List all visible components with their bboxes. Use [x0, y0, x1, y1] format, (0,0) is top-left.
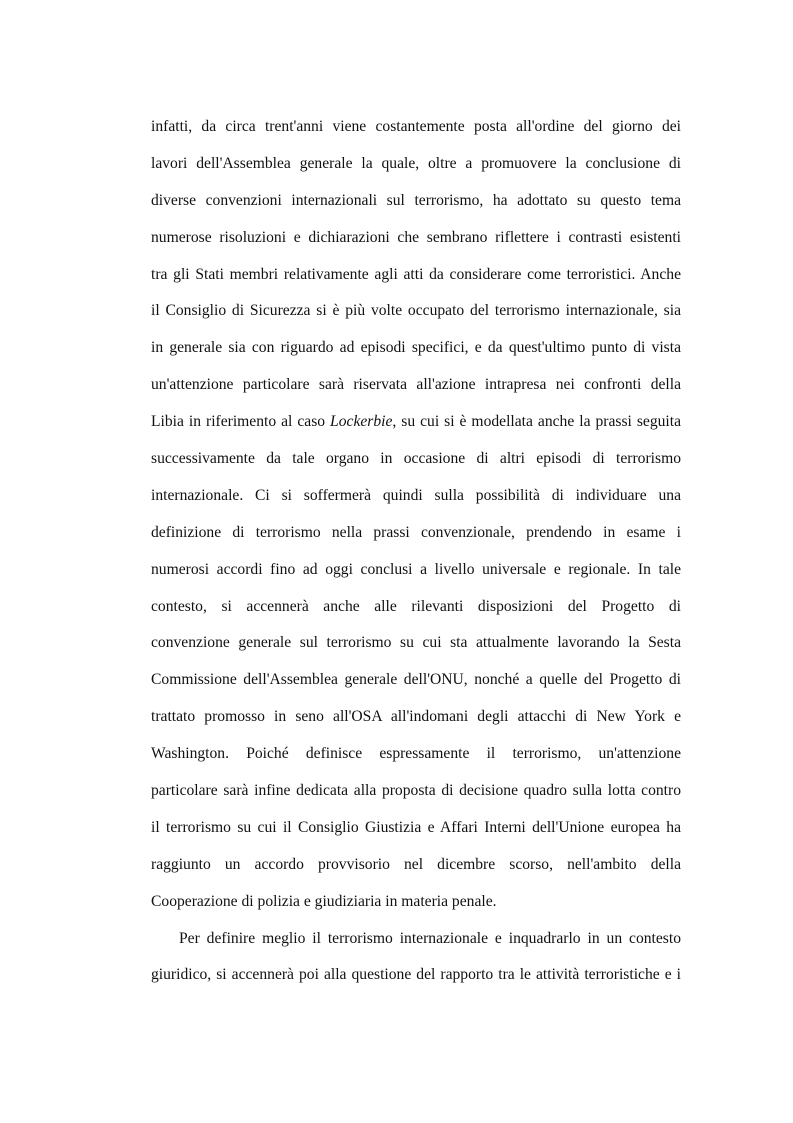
- body-text: [151, 109, 681, 994]
- text-line: contesto, si accennerà anche alle rilevanti disposizioni del Progetto di: [151, 597, 681, 615]
- text-line: successivamente da tale organo in occasione di altri episodi di terrorismo: [151, 450, 681, 468]
- text-line: internazionale. Ci si soffermerà quindi sulla possibilità di individuare una: [151, 486, 681, 504]
- text-segment: , su cui si è modellata anche la prassi seguita: [392, 413, 681, 431]
- text-line: numerose risoluzioni e dichiarazioni che sembrano riflettere i contrasti esistenti: [151, 228, 681, 246]
- text-line: definizione di terrorismo nella prassi convenzionale, prendendo in esame i: [151, 523, 681, 541]
- text-line: Per definire meglio il terrorismo internazionale e inquadrarlo in un contesto: [179, 929, 681, 947]
- text-line: diverse convenzioni internazionali sul terrorismo, ha adottato su questo tema: [151, 191, 681, 209]
- text-line: infatti, da circa trent'anni viene costantemente posta all'ordine del giorno dei: [151, 118, 681, 135]
- text-line: [151, 404, 681, 441]
- text-line: giuridico, si accennerà poi alla questione del rapporto tra le attività terroristiche e i: [151, 966, 681, 984]
- text-line: Commissione dell'Assemblea generale dell'ONU, nonché a quelle del Progetto di: [151, 671, 681, 689]
- text-line: Cooperazione di polizia e giudiziaria in materia penale.: [151, 892, 497, 910]
- text-line: lavori dell'Assemblea generale la quale, oltre a promuovere la conclusione di: [151, 154, 681, 172]
- paragraph-2: [151, 921, 681, 995]
- text-line: il terrorismo su cui il Consiglio Giustizia e Affari Interni dell'Unione europea ha: [151, 818, 681, 836]
- text-line: raggiunto un accordo provvisorio nel dicembre scorso, nell'ambito della: [151, 855, 681, 873]
- text-line: tra gli Stati membri relativamente agli atti da considerare come terroristici. Anche: [151, 265, 681, 283]
- text-line: convenzione generale sul terrorismo su cui sta attualmente lavorando la Sesta: [151, 634, 681, 652]
- italic-case-name: Lockerbie: [330, 413, 393, 431]
- text-line: trattato promosso in seno all'OSA all'indomani degli attacchi di New York e: [151, 708, 681, 726]
- text-line: un'attenzione particolare sarà riservata all'azione intrapresa nei confronti della: [151, 376, 681, 394]
- text-line: il Consiglio di Sicurezza si è più volte occupato del terrorismo internazionale, sia: [151, 302, 681, 320]
- text-line: particolare sarà infine dedicata alla proposta di decisione quadro sulla lotta contro: [151, 782, 681, 800]
- text-line: numerosi accordi fino ad oggi conclusi a livello universale e regionale. In tale: [151, 560, 681, 578]
- text-segment: Libia in riferimento al caso: [151, 413, 331, 431]
- text-line: Washington. Poiché definisce espressamente il terrorismo, un'attenzione: [151, 745, 681, 763]
- paragraph-1: [151, 109, 681, 921]
- text-line: in generale sia con riguardo ad episodi specifici, e da quest'ultimo punto di vista: [151, 339, 681, 357]
